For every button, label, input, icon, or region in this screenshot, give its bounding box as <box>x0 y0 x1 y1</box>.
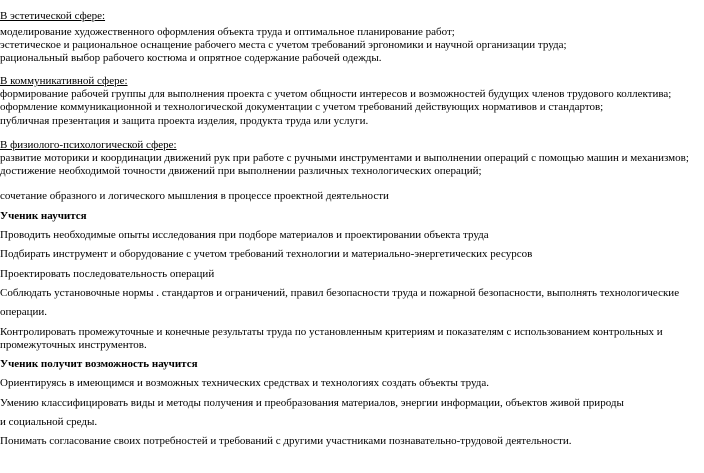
learn-item-5: операции. <box>0 306 48 318</box>
section-heading-communicative: В коммуникативной сфере: <box>0 75 128 87</box>
physio-line-1: развитие моторики и координации движений рук при работе с ручными инструментами и выполнении операций с помощью машин и механизмов; <box>0 152 689 164</box>
learn-heading: Ученик научится <box>0 210 87 222</box>
section-heading-physio: В физиолого-психологической сфере: <box>0 139 177 151</box>
opportunity-item-4: Понимать согласование своих потребностей и требований с другими участниками познавательно-трудовой деятельности. <box>0 435 572 447</box>
communicative-line-1: формирование рабочей группы для выполнения проекта с учетом общности интересов и возможностей будущих членов трудового коллектива; <box>0 88 672 100</box>
section-heading-aesthetic: В эстетической сфере: <box>0 10 106 22</box>
opportunity-item-3: и социальной среды. <box>0 416 98 428</box>
aesthetic-line-3: рациональный выбор рабочего костюма и опрятное содержание рабочей одежды. <box>0 52 382 64</box>
extra-line: сочетание образного и логического мышления в процессе проектной деятельности <box>0 190 389 202</box>
physio-line-2: достижение необходимой точности движений при выполнении различных технологических операций; <box>0 165 482 177</box>
opportunity-item-2: Умению классифицировать виды и методы получения и преобразования материалов, энергии информации, объектов живой природы <box>0 397 624 409</box>
aesthetic-line-2: эстетическое и рациональное оснащение рабочего места с учетом требований эргономики и научной организации труда; <box>0 39 567 51</box>
communicative-line-3: публичная презентация и защита проекта изделия, продукта труда или услуги. <box>0 115 369 127</box>
learn-item-3: Проектировать последовательность операций <box>0 268 215 280</box>
opportunity-item-1: Ориентируясь в имеющимся и возможных технических средствах и технологиях создать объекты труда. <box>0 377 489 389</box>
learn-item-2: Подбирать инструмент и оборудование с учетом требований технологии и материально-энергетических ресурсов <box>0 248 533 260</box>
opportunity-heading: Ученик получит возможность научится <box>0 358 198 370</box>
aesthetic-line-1: моделирование художественного оформления объекта труда и оптимальное планирование работ; <box>0 26 455 38</box>
learn-item-1: Проводить необходимые опыты исследования при подборе материалов и проектировании объекта труда <box>0 229 489 241</box>
learn-item-6: Контролировать промежуточные и конечные результаты труда по установленным критериям и показателям с использованием контрольных и <box>0 326 663 338</box>
communicative-line-2: оформление коммуникационной и технологической документации с учетом требований действующих нормативов и стандартов; <box>0 101 604 113</box>
learn-item-7: промежуточных инструментов. <box>0 339 147 351</box>
learn-item-4: Соблюдать установочные нормы . стандартов и ограничений, правил безопасности труда и пожарной безопасности, выполнять технологические <box>0 287 680 299</box>
